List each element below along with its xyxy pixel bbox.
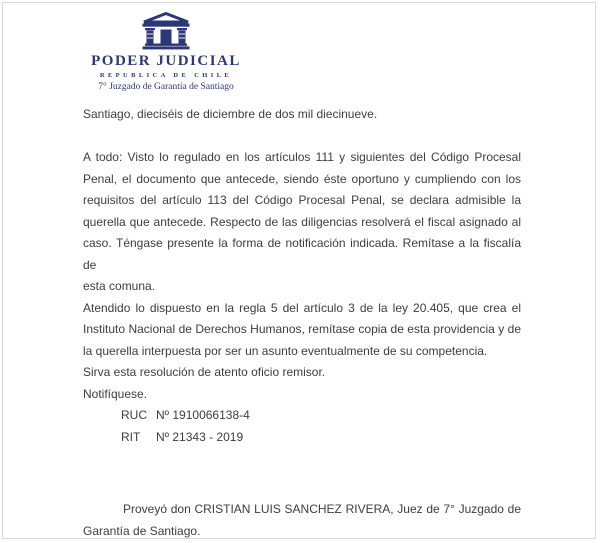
ruc-value: Nº 1910066138-4	[156, 408, 250, 422]
org-name: PODER JUDICIAL	[91, 53, 241, 69]
resolution-text-line: querella que antecede. Respecto de las diligencias resolverá el fiscal asignado al	[83, 214, 521, 229]
letterhead	[83, 12, 249, 92]
rit-label: RIT	[121, 429, 141, 444]
resolution-text-line: caso. Téngase presente la forma de notificación indicada. Remítase a la fiscalía de	[83, 236, 521, 272]
resolution-body	[83, 104, 521, 539]
resolution-text-line: la querella interpuesta por ser un asunto eventualmente de su competencia.	[83, 343, 488, 358]
closing-line: Proveyó don CRISTIAN LUIS SANCHEZ RIVERA, Juez de 7° Juzgado de	[123, 502, 521, 516]
ruc-label: RUC	[121, 408, 147, 422]
date-line: Santiago, dieciséis de diciembre de dos mil diecinueve.	[83, 107, 378, 121]
closing-block	[83, 499, 521, 539]
resolution-paragraphs	[83, 147, 521, 405]
court-name: 7° Juzgado de Garantía de Santiago	[98, 82, 234, 92]
rit-row	[83, 427, 521, 449]
document-page	[2, 2, 596, 539]
resolution-text-line: requisitos del artículo 113 del Código Procesal Penal, se declara admisible la	[83, 193, 521, 207]
rit-value: Nº 21343 - 2019	[156, 429, 244, 444]
resolution-text-line: A todo: Visto lo regulado en los artículos 111 y siguientes del Código Procesal	[83, 150, 521, 164]
resolution-text-line: Instituto Nacional de Derechos Humanos, remítase copia de esta providencia y de	[83, 322, 521, 336]
org-subtitle: REPUBLICA DE CHILE	[99, 72, 233, 79]
resolution-text-line: Atendido lo dispuesto en la regla 5 del artículo 3 de la ley 20.405, que crea el	[83, 300, 521, 315]
resolution-text-line: Notifíquese.	[83, 386, 148, 401]
resolution-text-line: Sirva esta resolución de atento oficio remisor.	[83, 365, 326, 379]
resolution-text-line: esta comuna.	[83, 279, 156, 293]
temple-icon	[139, 12, 193, 50]
closing-line: Garantía de Santiago.	[83, 523, 201, 538]
ruc-row	[83, 405, 521, 427]
resolution-text-line: Penal, el documento que antecede, siendo éste oportuno y cumpliendo con los	[83, 171, 521, 186]
